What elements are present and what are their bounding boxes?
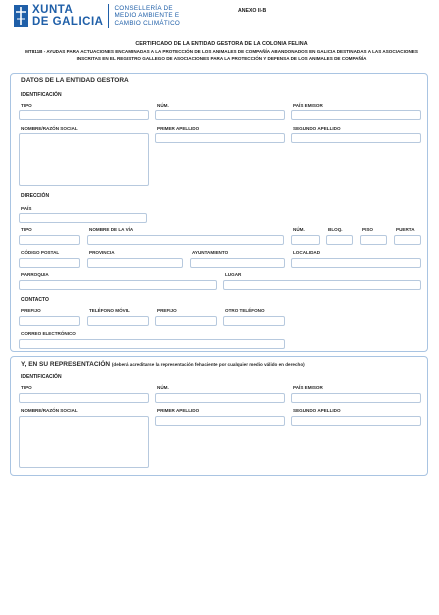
page-header xyxy=(14,4,429,34)
xunta-emblem-icon xyxy=(14,5,28,27)
piso-label: PISO xyxy=(362,227,373,232)
num-field[interactable] xyxy=(155,393,285,403)
dept-line2: MEDIO AMBIENTE E xyxy=(114,12,180,20)
document-title: CERTIFICADO DE LA ENTIDAD GESTORA DE LA COLONIA FELINA xyxy=(135,41,308,47)
department-name xyxy=(114,5,180,27)
nombre-label: NOMBRE/RAZÓN SOCIAL xyxy=(21,126,78,131)
nombre-via-field[interactable] xyxy=(87,235,284,245)
tipo-field[interactable] xyxy=(19,110,149,120)
representative-title: Y, EN SU REPRESENTACIÓN xyxy=(21,361,111,368)
pais-emisor-label: PAÍS EMISOR xyxy=(293,103,323,108)
nombre-field[interactable] xyxy=(19,133,149,186)
pais-emisor-label: PAÍS EMISOR xyxy=(293,385,323,390)
representative-note: (deberá acreditarse la representación fehaciente por cualquier medio válido en derecho) xyxy=(111,362,305,367)
prefijo2-label: PREFIJO xyxy=(157,308,177,313)
parroquia-field[interactable] xyxy=(19,280,217,290)
primer-apellido-label: PRIMER APELLIDO xyxy=(157,126,200,131)
primer-apellido-field[interactable] xyxy=(155,133,285,143)
num-via-field[interactable] xyxy=(291,235,320,245)
pais-field[interactable] xyxy=(19,213,147,223)
identification-heading: IDENTIFICACIÓN xyxy=(21,92,62,98)
lugar-field[interactable] xyxy=(223,280,421,290)
tipo-label: TIPO xyxy=(21,385,32,390)
otro-telefono-label: OTRO TELÉFONO xyxy=(225,308,265,313)
document-subtitle: MT811B - AYUDAS PARA ACTUACIONES ENCAMINADAS A LA PROTECCIÓN DE LOS ANIMALES DE COMPAÑÍA ABANDONADOS EN GALICIA DESTINADAS A LAS ASOCIACIONES INSCRITAS EN EL REGISTRO GALLEGO DE ASOCIACIONES PARA LA PROTECCIÓN Y DEFENSA DE LOS ANIMALES DE COMPAÑÍA xyxy=(25,49,418,61)
contacto-heading: CONTACTO xyxy=(21,297,49,303)
section-managing-entity xyxy=(10,73,428,352)
provincia-label: PROVINCIA xyxy=(89,250,115,255)
pais-label: PAÍS xyxy=(21,206,32,211)
ayuntamiento-label: AYUNTAMIENTO xyxy=(192,250,229,255)
bloq-field[interactable] xyxy=(326,235,353,245)
logo-line1: XUNTA xyxy=(32,4,74,16)
segundo-apellido-field[interactable] xyxy=(291,416,421,426)
num-field[interactable] xyxy=(155,110,285,120)
puerta-label: PUERTA xyxy=(396,227,415,232)
ayuntamiento-field[interactable] xyxy=(190,258,285,268)
num-label: NÚM. xyxy=(157,103,169,108)
nombre-field[interactable] xyxy=(19,416,149,468)
prefijo1-field[interactable] xyxy=(19,316,80,326)
nombre-label: NOMBRE/RAZÓN SOCIAL xyxy=(21,408,78,413)
pais-emisor-field[interactable] xyxy=(291,393,421,403)
section-title xyxy=(21,361,305,368)
num-label: NÚM. xyxy=(157,385,169,390)
codigo-postal-field[interactable] xyxy=(19,258,80,268)
annex-label: ANEXO II-B xyxy=(238,8,267,14)
pais-emisor-field[interactable] xyxy=(291,110,421,120)
primer-apellido-label: PRIMER APELLIDO xyxy=(157,408,200,413)
segundo-apellido-label: SEGUNDO APELLIDO xyxy=(293,126,341,131)
localidad-field[interactable] xyxy=(291,258,421,268)
dept-line1: CONSELLERÍA DE xyxy=(114,4,173,12)
parroquia-label: PARROQUIA xyxy=(21,272,49,277)
xunta-logo xyxy=(14,4,180,28)
direccion-heading: DIRECCIÓN xyxy=(21,193,50,199)
tipo-via-field[interactable] xyxy=(19,235,80,245)
segundo-apellido-label: SEGUNDO APELLIDO xyxy=(293,408,341,413)
piso-field[interactable] xyxy=(360,235,387,245)
correo-field[interactable] xyxy=(19,339,285,349)
lugar-label: LUGAR xyxy=(225,272,242,277)
tipo-via-label: TIPO xyxy=(21,227,32,232)
section-title: DATOS DE LA ENTIDAD GESTORA xyxy=(21,77,129,84)
puerta-field[interactable] xyxy=(394,235,421,245)
localidad-label: LOCALIDAD xyxy=(293,250,321,255)
dept-line3: CAMBIO CLIMÁTICO xyxy=(114,19,181,27)
tipo-field[interactable] xyxy=(19,393,149,403)
tipo-label: TIPO xyxy=(21,103,32,108)
logo-line2: DE GALICIA xyxy=(32,16,104,28)
segundo-apellido-field[interactable] xyxy=(291,133,421,143)
num-via-label: NÚM. xyxy=(293,227,305,232)
primer-apellido-field[interactable] xyxy=(155,416,285,426)
section-representative xyxy=(10,356,428,476)
correo-label: CORREO ELECTRÓNICO xyxy=(21,331,76,336)
provincia-field[interactable] xyxy=(87,258,183,268)
bloq-label: BLOQ. xyxy=(328,227,343,232)
otro-telefono-field[interactable] xyxy=(223,316,285,326)
nombre-via-label: NOMBRE DE LA VÍA xyxy=(89,227,134,232)
identification-heading: IDENTIFICACIÓN xyxy=(21,374,62,380)
prefijo2-field[interactable] xyxy=(155,316,217,326)
prefijo1-label: PREFIJO xyxy=(21,308,41,313)
telefono-movil-label: TELÉFONO MÓVIL xyxy=(89,308,130,313)
telefono-movil-field[interactable] xyxy=(87,316,149,326)
codigo-postal-label: CÓDIGO POSTAL xyxy=(21,250,60,255)
logo-divider xyxy=(108,4,109,28)
